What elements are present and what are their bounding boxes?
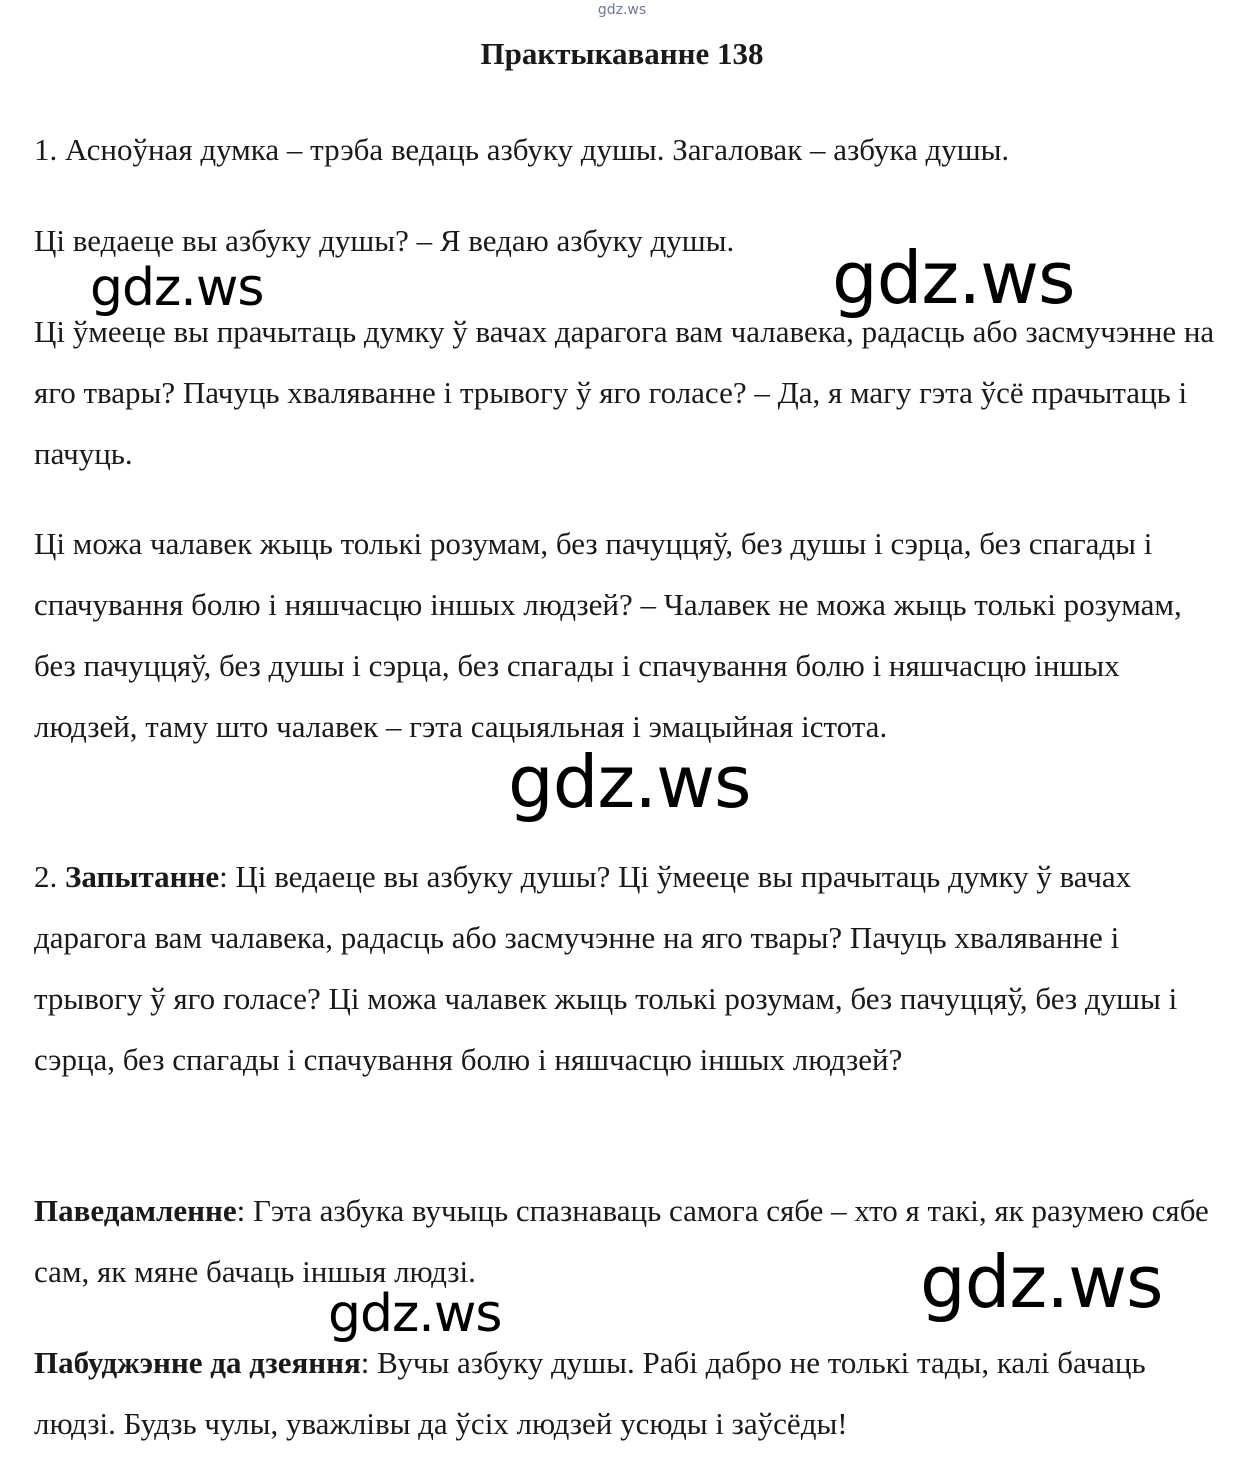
watermark-logo: gdz.ws (508, 740, 751, 824)
inquiry-text: : Ці ведаеце вы азбуку душы? Ці ўмееце вы прачытаць думку ў вачах дарагога вам чалавека, радасць або засмучэнне на яго твары? Пачуць хваляванне і трывогу ў яго голасе? Ці можа чалавек жыць толькі розумам, без пачуццяў, без душы і сэрца, без спагады і спачування болю і няшчасцю іншых людзей? (34, 859, 1178, 1077)
page-title: Практыкаванне 138 (480, 36, 764, 71)
message-text: : Гэта азбука вучыць спазнаваць самога сябе – хто я такі, як разумею сябе сам, як мяне бачаць іншыя людзі. (34, 1193, 1209, 1289)
paragraph-main-idea: 1. Асноўная думка – трэба ведаць азбуку душы. Загаловак – азбука душы. (34, 132, 1010, 167)
watermark-logo: gdz.ws (328, 1284, 502, 1344)
paragraph-question-3: Ці можа чалавек жыць толькі розумам, без пачуццяў, без душы і сэрца, без спагады і спачування болю і няшчасцю іншых людзей? – Чалавек не можа жыць толькі розумам, без пачуццяў, без душы і сэрца, без спагады і спачування болю і няшчасцю іншых людзей, таму што чалавек – гэта сацыяльная і эмацыйная істота. (34, 526, 1182, 744)
paragraph-inquiry (34, 846, 1224, 1090)
call-to-action-text: : Вучы азбуку душы. Рабі дабро не толькі тады, калі бачаць людзі. Будзь чулы, уважлівы да ўсіх людзей усюды і заўсёды! (34, 1345, 1146, 1441)
call-to-action-label: Пабуджэнне да дзеяння (34, 1345, 361, 1380)
paragraph-question-1: Ці ведаеце вы азбуку душы? – Я ведаю азбуку душы. (34, 223, 735, 258)
message-label: Паведамленне (34, 1193, 237, 1228)
paragraph-call-to-action (34, 1332, 1224, 1454)
watermark-logo: gdz.ws (920, 1240, 1163, 1324)
inquiry-label: Запытанне (65, 859, 220, 894)
inquiry-number: 2. (34, 859, 65, 894)
watermark-logo: gdz.ws (90, 258, 264, 318)
watermark-logo: gdz.ws (832, 236, 1075, 320)
paragraph-question-2: Ці ўмееце вы прачытаць думку ў вачах дарагога вам чалавека, радасць або засмучэнне на яго твары? Пачуць хваляванне і трывогу ў яго голасе? – Да, я магу гэта ўсё прачытаць і пачуць. (34, 314, 1215, 471)
site-watermark-top: gdz.ws (597, 2, 647, 18)
